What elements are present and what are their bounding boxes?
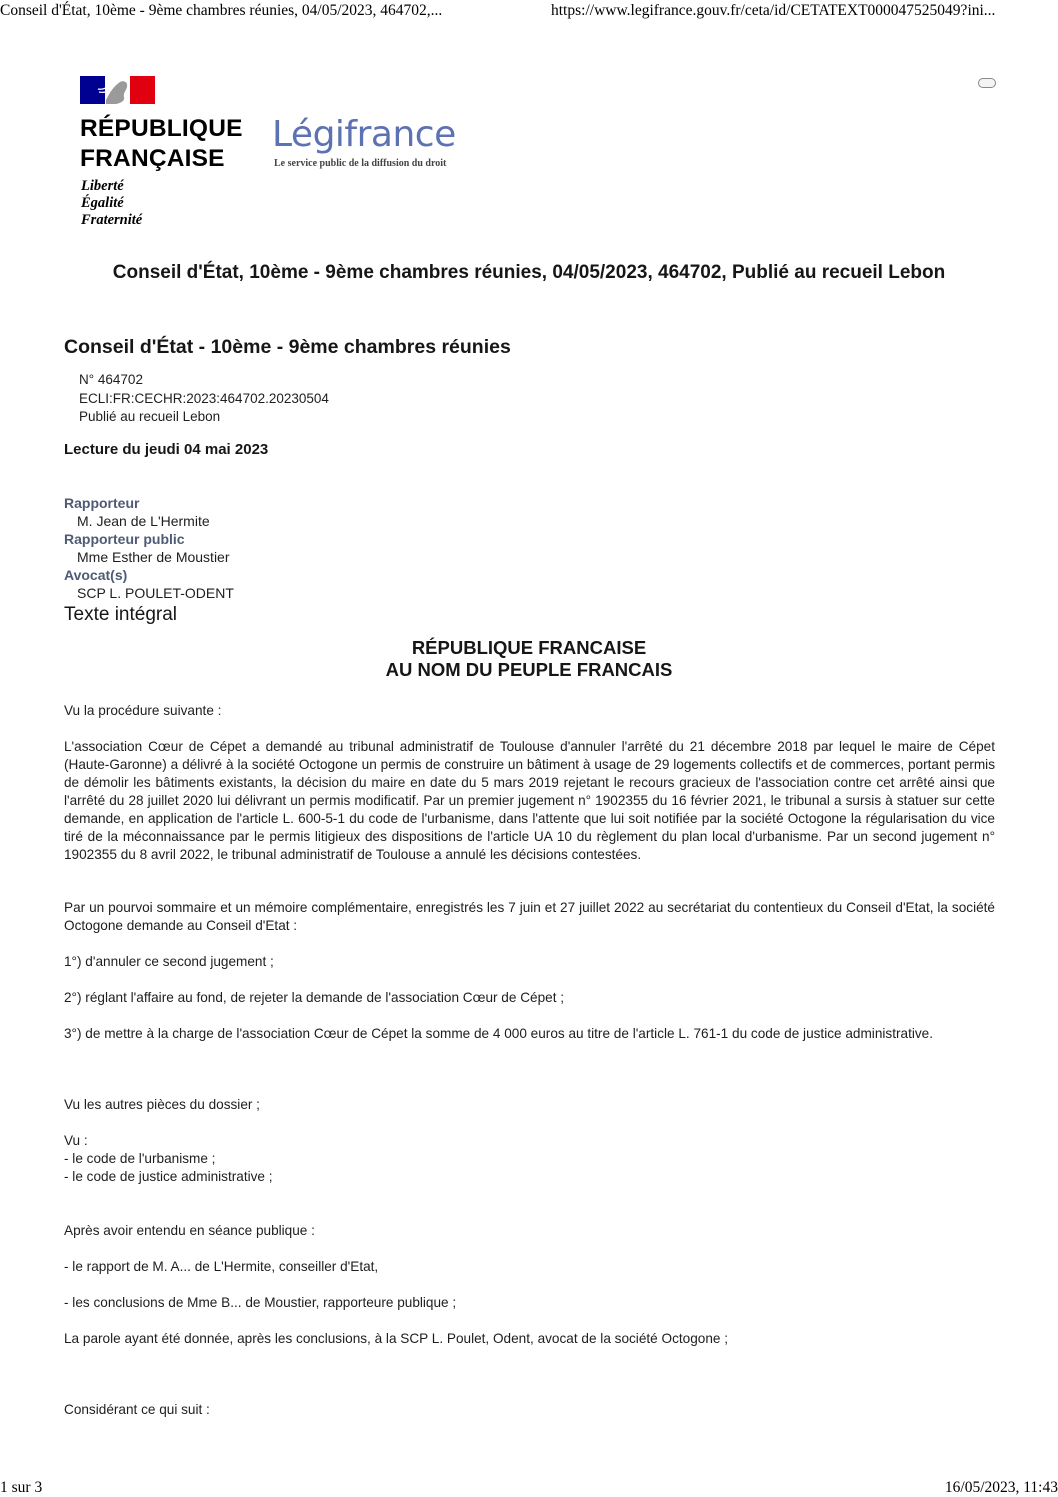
paragraph <box>64 1222 995 1240</box>
paragraph <box>64 953 995 971</box>
republic-heading-line2: AU NOM DU PEUPLE FRANCAIS <box>385 659 673 680</box>
print-footer <box>0 1476 1058 1496</box>
rapporteur-label: Rapporteur <box>64 495 140 511</box>
paragraph-text: Par un pourvoi sommaire et un mémoire complémentaire, enregistrés les 7 juin et 27 juillet 2022 au secrétariat du contentieux du Conseil d'Etat, la société Octogone demande au Conseil d'Etat : <box>64 900 995 933</box>
motto-fraternite: Fraternité <box>81 212 143 228</box>
paragraph <box>64 1132 995 1186</box>
menu-toggle-icon[interactable] <box>978 78 996 88</box>
paragraph-text: 1°) d'annuler ce second jugement ; <box>64 954 274 969</box>
republic-heading <box>64 637 994 681</box>
paragraph <box>64 1401 995 1419</box>
paragraph-text: Vu la procédure suivante : <box>64 703 222 718</box>
rapporteur-public-name: Mme Esther de Moustier <box>77 549 230 565</box>
print-header-title: Conseil d'État, 10ème - 9ème chambres réunies, 04/05/2023, 464702,... <box>0 2 443 19</box>
paragraph-text: - le code de justice administrative ; <box>64 1169 273 1184</box>
print-header <box>0 0 1058 22</box>
paragraph-text: L'association Cœur de Cépet a demandé au tribunal administratif de Toulouse d'annuler l'arrêté du 21 décembre 2018 par lequel le maire de Cépet (Haute-Garonne) a délivré à la société Octogone un permis de construire un bâtiment à usage de 29 logements collectifs et de commerces, portant permis de démolir les bâtiments existants, la décision du maire en date du 5 mars 2019 rejetant le recours gracieux de l'association contre cet arrêté ainsi que l'arrêté du 28 juillet 2020 lui délivrant un permis modificatif. Par un premier jugement n° 1902355 du 16 février 2021, le tribunal a sursis à statuer sur cette demande, en application de l'article L. 600-5-1 du code de l'urbanisme, dans l'attente que lui soit notifiée par la société Octogone la régularisation du vice tiré de la méconnaissance par le permis litigieux des dispositions de l'article UA 10 du règlement du plan local d'urbanisme. Par un second jugement n° 1902355 du 8 avril 2022, le tribunal administratif de Toulouse a annulé les décisions contestées. <box>64 739 995 862</box>
legifrance-tagline: Le service public de la diffusion du droit <box>274 158 447 169</box>
paragraph <box>64 989 995 1007</box>
rapporteur-name: M. Jean de L'Hermite <box>77 513 210 529</box>
republique-line: RÉPUBLIQUE <box>80 115 243 142</box>
paragraph <box>64 1258 995 1276</box>
paragraph-text: Après avoir entendu en séance publique : <box>64 1223 315 1238</box>
rapporteur-public-label: Rapporteur public <box>64 531 185 547</box>
paragraph <box>64 738 995 864</box>
court-heading: Conseil d'État - 10ème - 9ème chambres réunies <box>64 336 511 358</box>
paragraph-text: La parole ayant été donnée, après les conclusions, à la SCP L. Poulet, Odent, avocat de la société Octogone ; <box>64 1331 729 1346</box>
paragraph-text: Considérant ce qui suit : <box>64 1402 210 1417</box>
page-counter: 1 sur 3 <box>0 1479 43 1496</box>
motto-egalite: Égalité <box>81 195 124 211</box>
avocats-name: SCP L. POULET-ODENT <box>77 585 234 601</box>
paragraph <box>64 1025 995 1043</box>
paragraph-text: - les conclusions de Mme B... de Moustier, rapporteure publique ; <box>64 1295 457 1310</box>
lecture-date: Lecture du jeudi 04 mai 2023 <box>64 441 269 458</box>
paragraph <box>64 899 995 935</box>
paragraph-text: Vu les autres pièces du dossier ; <box>64 1097 260 1112</box>
paragraph <box>64 1096 995 1114</box>
publication-status: Publié au recueil Lebon <box>79 409 221 424</box>
parties-block <box>64 494 234 602</box>
page-title: Conseil d'État, 10ème - 9ème chambres réunies, 04/05/2023, 464702, Publié au recueil Lebon <box>112 262 946 283</box>
ecli-code: ECLI:FR:CECHR:2023:464702.20230504 <box>79 390 329 406</box>
paragraph-text: - le rapport de M. A... de L'Hermite, conseiller d'Etat, <box>64 1259 379 1274</box>
paragraph <box>64 1294 995 1312</box>
marianne-flag-icon <box>80 76 155 104</box>
decision-number: N° 464702 <box>79 372 143 387</box>
francaise-line: FRANÇAISE <box>80 145 225 172</box>
paragraph-text: 3°) de mettre à la charge de l'association Cœur de Cépet la somme de 4 000 euros au titre de l'article L. 761-1 du code de justice administrative. <box>64 1026 933 1041</box>
paragraph <box>64 702 995 720</box>
avocats-label: Avocat(s) <box>64 567 128 583</box>
legifrance-brand[interactable]: Légifrance <box>272 114 456 155</box>
print-datetime: 16/05/2023, 11:43 <box>944 1479 1058 1496</box>
paragraph <box>64 1330 995 1348</box>
print-header-url: https://www.legifrance.gouv.fr/ceta/id/CETATEXT000047525049?ini... <box>551 2 996 19</box>
motto-liberte: Liberté <box>81 178 124 194</box>
paragraph-text: Vu : <box>64 1133 88 1148</box>
republic-heading-line1: RÉPUBLIQUE FRANCAISE <box>411 637 647 658</box>
motto <box>81 178 142 229</box>
paragraph-text: - le code de l'urbanisme ; <box>64 1151 216 1166</box>
texte-integral-heading: Texte intégral <box>64 604 178 625</box>
decision-identifiers <box>79 371 329 427</box>
paragraph-text: 2°) réglant l'affaire au fond, de rejeter la demande de l'association Cœur de Cépet ; <box>64 990 565 1005</box>
republique-francaise-wordmark <box>80 114 265 174</box>
